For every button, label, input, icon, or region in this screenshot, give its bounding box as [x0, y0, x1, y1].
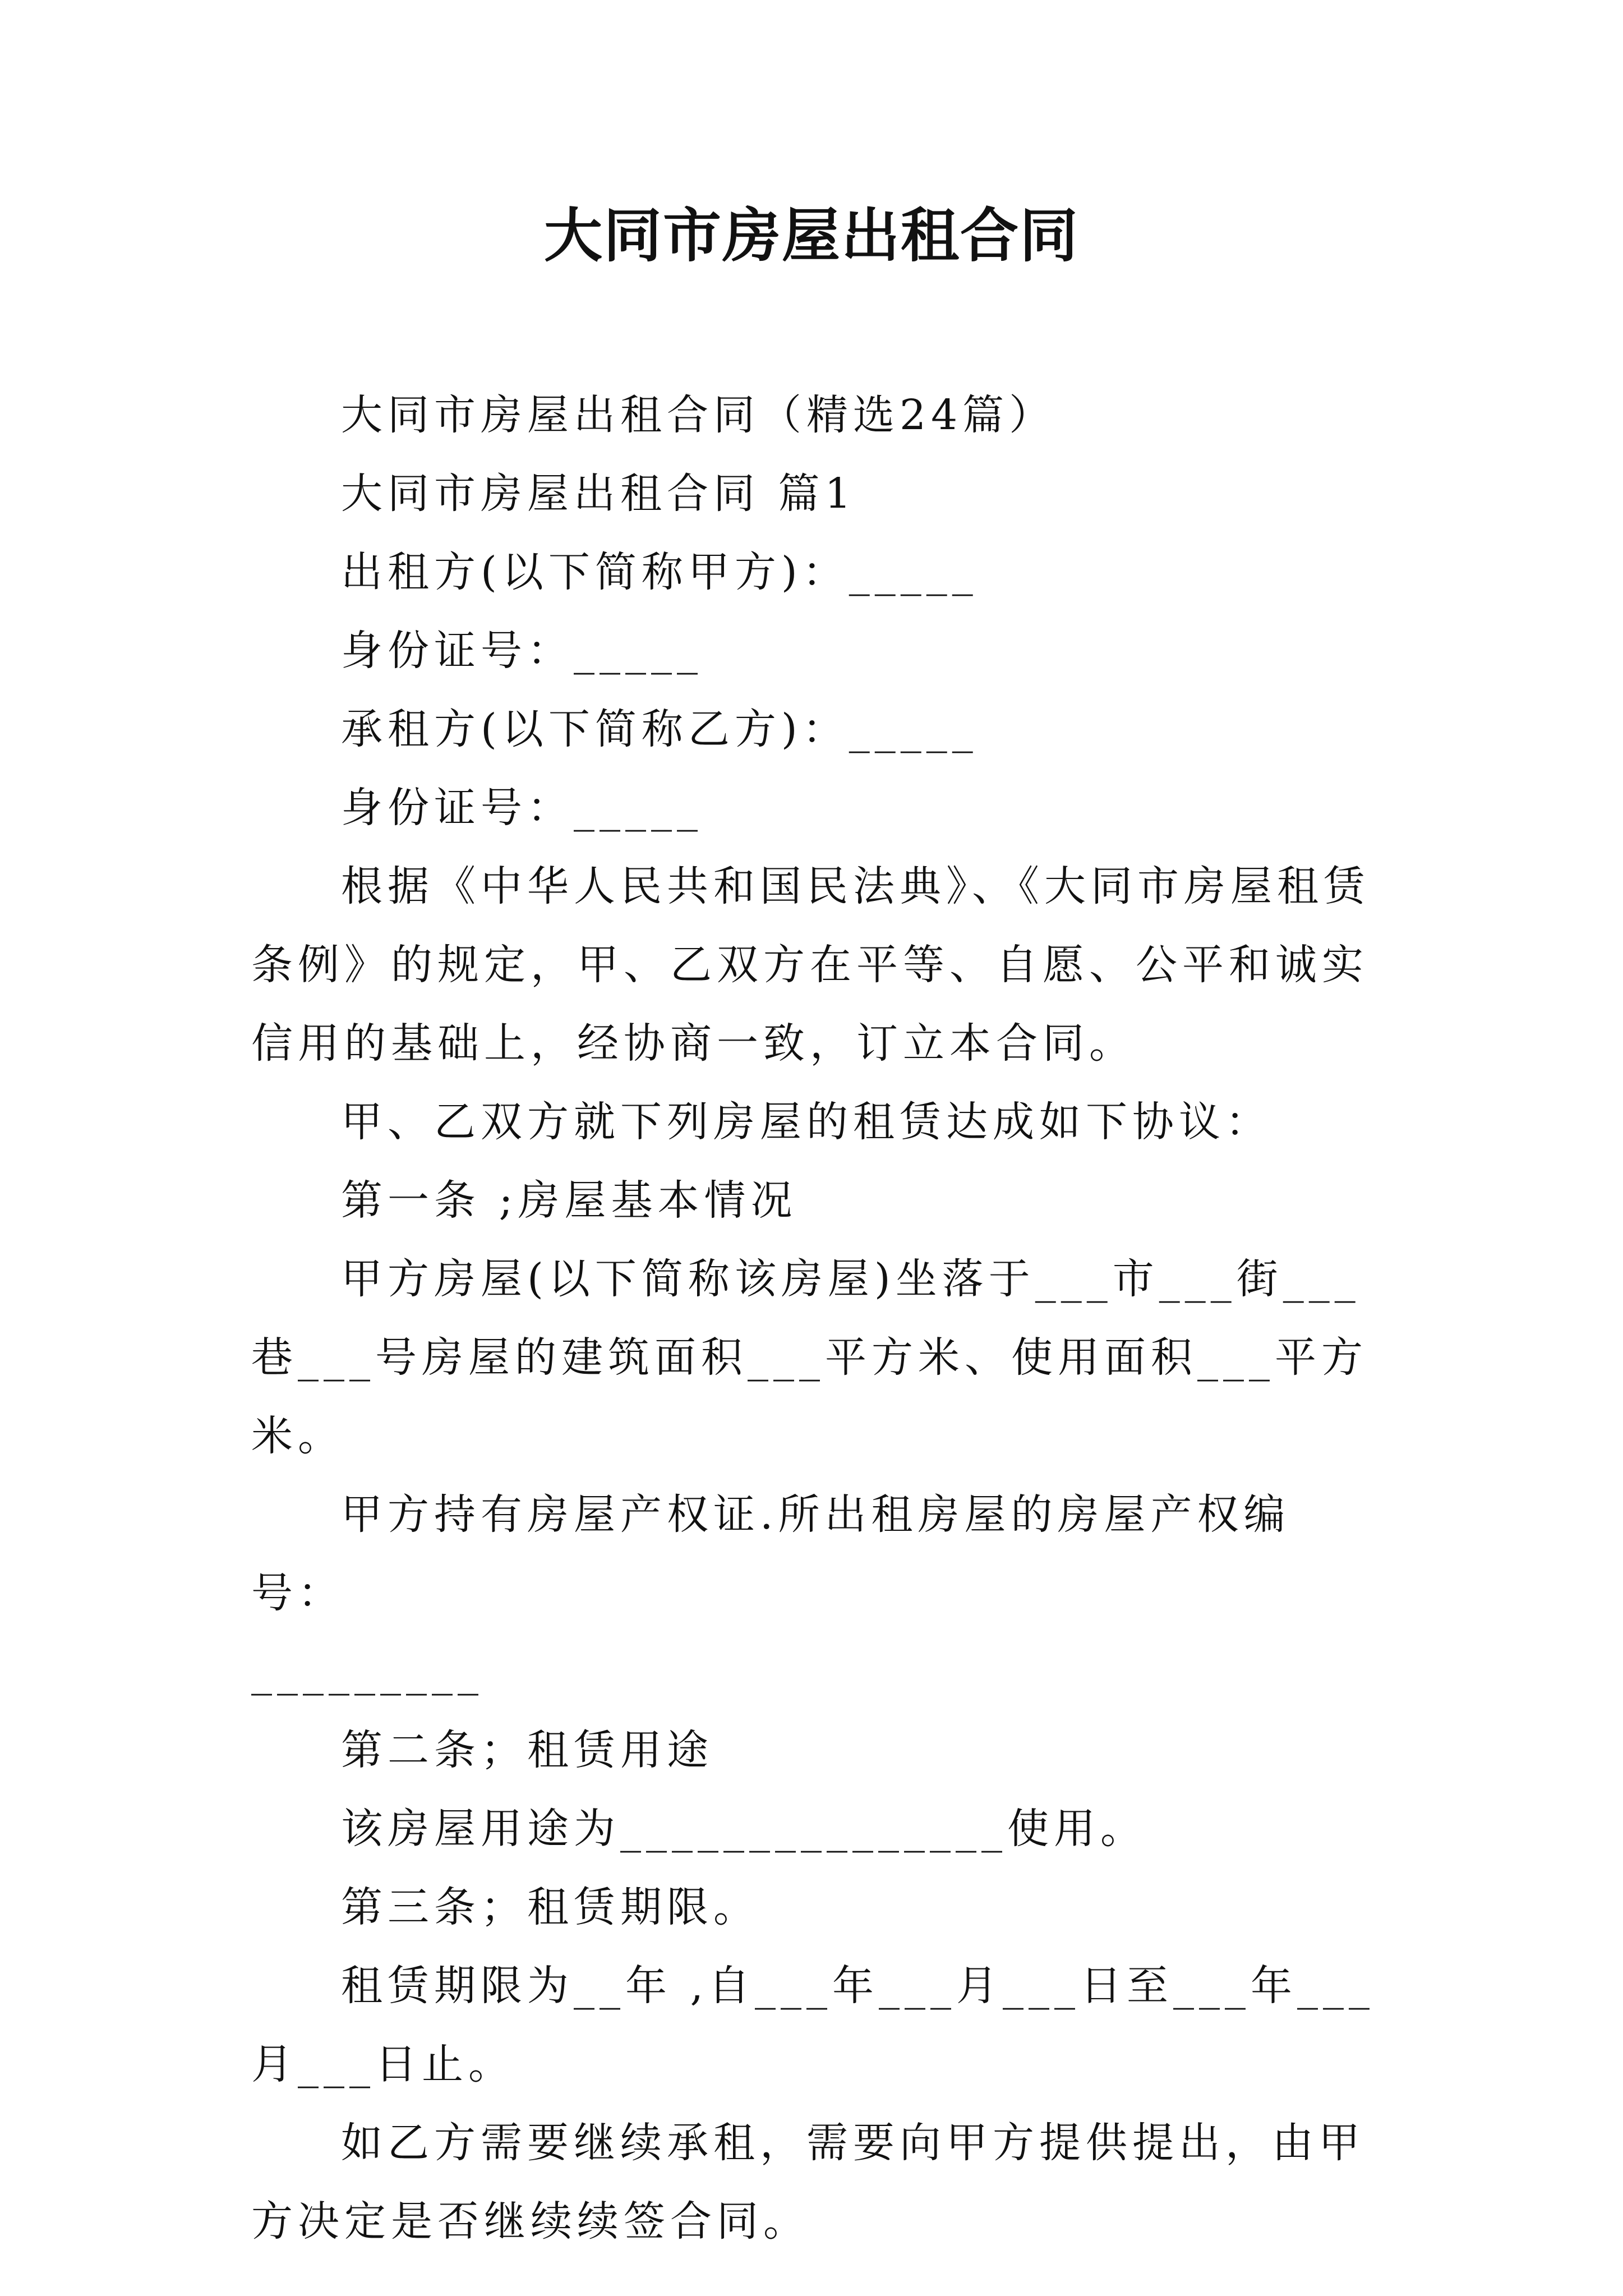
document-body [251, 376, 1380, 2261]
paragraph-legal-basis: 根据《中华人民共和国民法典》、《大同市房屋租赁条例》的规定，甲、乙双方在平等、自愿、公平和诚实信用的基础上，经协商一致，订立本合同。 [251, 862, 1370, 1068]
paragraph-lessee-id: 身份证号：_____ [341, 784, 703, 832]
paragraph-agreement-intro: 甲、乙双方就下列房屋的租赁达成如下协议： [341, 1098, 1272, 1146]
certificate-number-blank [251, 1632, 1380, 1711]
paragraph-section-heading: 大同市房屋出租合同 篇1 [341, 470, 856, 518]
paragraph-article-3-heading: 第三条；租赁期限。 [341, 1883, 760, 1931]
paragraph-property-certificate: 甲方持有房屋产权证.所出租房屋的房屋产权编号： [251, 1490, 1290, 1617]
paragraph-article-2-heading: 第二条；租赁用途 [341, 1726, 713, 1774]
paragraph-lessee: 承租方(以下简称乙方)：_____ [341, 705, 978, 753]
paragraph-lessor-id: 身份证号：_____ [341, 627, 703, 675]
paragraph-property-location: 甲方房屋(以下简称该房屋)坐落于___市___街___巷___号房屋的建筑面积___平方米、使用面积___平方米。 [251, 1255, 1368, 1460]
paragraph-lessor: 出租方(以下简称甲方)：_____ [341, 548, 978, 596]
paragraph-usage: 该房屋用途为_______________使用。 [341, 1805, 1147, 1853]
paragraph-lease-term: 租赁期限为__年 ,自___年___月___日至___年___月___日止。 [251, 1962, 1375, 2088]
paragraph-subtitle: 大同市房屋出租合同（精选24篇） [341, 391, 1056, 439]
paragraph-renewal: 如乙方需要继续承租，需要向甲方提供提出，由甲方决定是否继续续签合同。 [251, 2119, 1365, 2246]
document-title: 大同市房屋出租合同 [543, 201, 1079, 270]
paragraph-article-1-heading: 第一条 ;房屋基本情况 [341, 1176, 797, 1225]
blank-underline: _________ [251, 1648, 483, 1696]
